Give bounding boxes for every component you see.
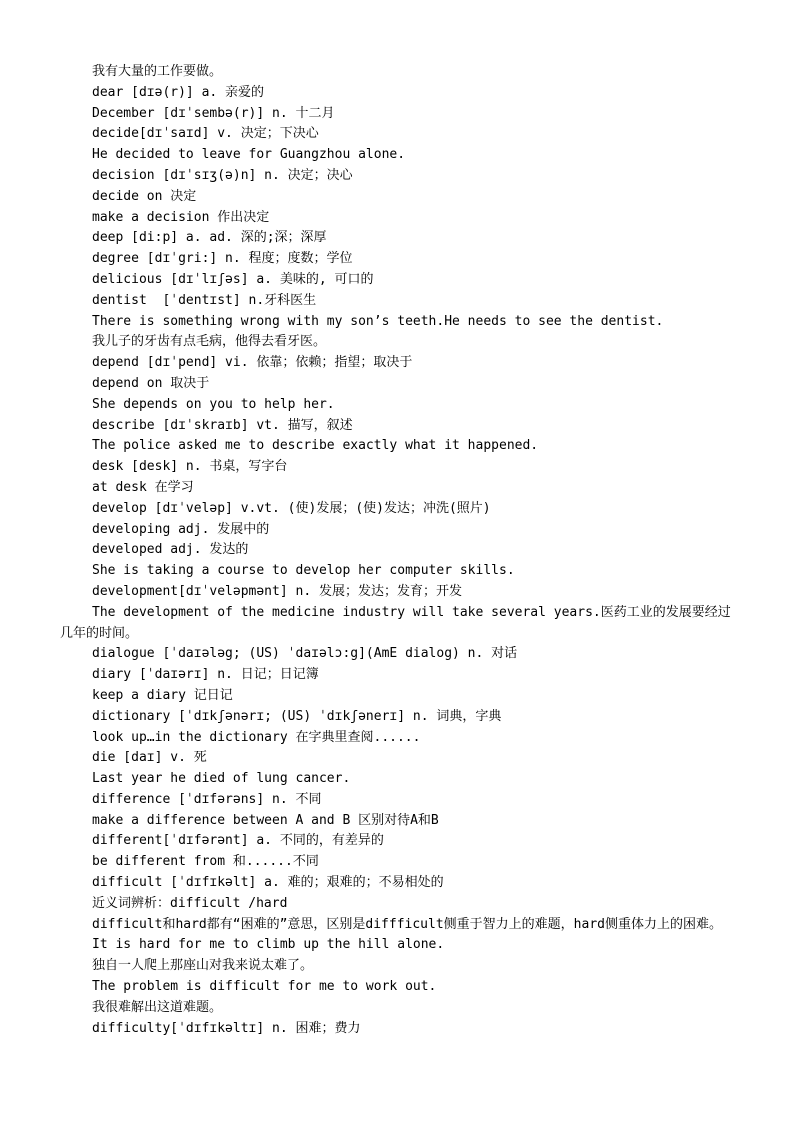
- entry-develop: develop [dɪˈveləp] v.vt. (使)发展；(使)发达；冲洗(照片): [92, 500, 491, 516]
- entry-difficulty: difficulty[ˈdɪfɪkəltɪ] n. 困难；费力: [92, 1020, 361, 1036]
- phrase-line: make a difference between A and B 区别对待A和B: [92, 812, 439, 828]
- entry-dialogue: dialogue [ˈdaɪələg; (US) ˈdaɪəlɔ:g](AmE dialog) n. 对话: [92, 646, 518, 662]
- phrase-line: be different from 和......不同: [92, 854, 319, 870]
- example-sentence: The police asked me to describe exactly what it happened.: [92, 438, 539, 454]
- document-page: [0, 62, 794, 1039]
- translation-line: 独自一人爬上那座山对我来说太难了。: [92, 958, 314, 974]
- phrase-line: at desk 在学习: [92, 479, 194, 495]
- phrase-line: make a decision 作出决定: [92, 209, 270, 225]
- entry-diary: diary [ˈdaɪərɪ] n. 日记；日记簿: [92, 667, 319, 683]
- synonym-heading: 近义词辨析：difficult /hard: [92, 895, 288, 911]
- phrase-line: look up…in the dictionary 在字典里查阅......: [92, 729, 421, 745]
- example-sentence: She depends on you to help her.: [92, 396, 335, 412]
- phrase-line: decide on 决定: [92, 188, 197, 204]
- example-sentence: Last year he died of lung cancer.: [92, 771, 351, 787]
- entry-difference: difference [ˈdɪfərəns] n. 不同: [92, 791, 322, 807]
- entry-developed: developed adj. 发达的: [92, 542, 249, 558]
- entry-delicious: delicious [dɪˈlɪʃəs] a. 美味的, 可口的: [92, 271, 374, 287]
- entry-dictionary: dictionary [ˈdɪkʃənərɪ; (US) ˈdɪkʃənerɪ] n. 词典，字典: [92, 708, 502, 724]
- entry-deep: deep [di:p] a. ad. 深的;深；深厚: [92, 230, 327, 246]
- example-sentence: She is taking a course to develop her computer skills.: [92, 563, 515, 579]
- entry-die: die [daɪ] v. 死: [92, 750, 207, 766]
- entry-development: development[dɪˈveləpmənt] n. 发展；发达；发育；开发: [92, 583, 462, 599]
- phrase-line: depend on 取决于: [92, 375, 210, 391]
- entry-dear: dear [dɪə(r)] a. 亲爱的: [92, 84, 265, 100]
- synonym-explanation: difficult和hard都有“困难的”意思，区别是diffficult侧重于智力上的难题，hard侧重体力上的困难。: [92, 916, 722, 932]
- translation-line: 我很难解出这道难题。: [92, 999, 223, 1015]
- entry-december: December [dɪˈsembə(r)] n. 十二月: [92, 105, 335, 121]
- example-sentence: He decided to leave for Guangzhou alone.: [92, 147, 406, 163]
- entry-degree: degree [dɪˈgri:] n. 程度；度数；学位: [92, 251, 353, 267]
- entry-describe: describe [dɪˈskraɪb] vt. 描写，叙述: [92, 417, 353, 433]
- entry-decide: decide[dɪˈsaɪd] v. 决定；下决心: [92, 126, 319, 142]
- entry-desk: desk [desk] n. 书桌，写字台: [92, 459, 288, 475]
- example-sentence: The problem is difficult for me to work out.: [92, 979, 437, 995]
- entry-developing: developing adj. 发展中的: [92, 521, 270, 537]
- entry-different: different[ˈdɪfərənt] a. 不同的，有差异的: [92, 833, 384, 849]
- translation-line: 我有大量的工作要做。: [92, 64, 223, 79]
- translation-line: 我儿子的牙齿有点毛病，他得去看牙医。: [92, 334, 327, 350]
- entry-dentist: dentist [ˈdentɪst] n.牙科医生: [92, 292, 317, 308]
- example-sentence: The development of the medicine industry will take several years.医药工业的发展要经过几年的时间。: [60, 604, 731, 641]
- example-sentence: It is hard for me to climb up the hill alone.: [92, 937, 445, 953]
- entry-depend: depend [dɪˈpend] vi. 依靠；依赖；指望；取决于: [92, 355, 413, 371]
- phrase-line: keep a diary 记日记: [92, 687, 233, 703]
- entry-difficult: difficult [ˈdɪfɪkəlt] a. 难的；艰难的；不易相处的: [92, 875, 444, 891]
- example-sentence: There is something wrong with my son’s teeth.He needs to see the dentist.: [92, 313, 664, 329]
- entry-decision: decision [dɪˈsɪʒ(ə)n] n. 决定；决心: [92, 167, 353, 183]
